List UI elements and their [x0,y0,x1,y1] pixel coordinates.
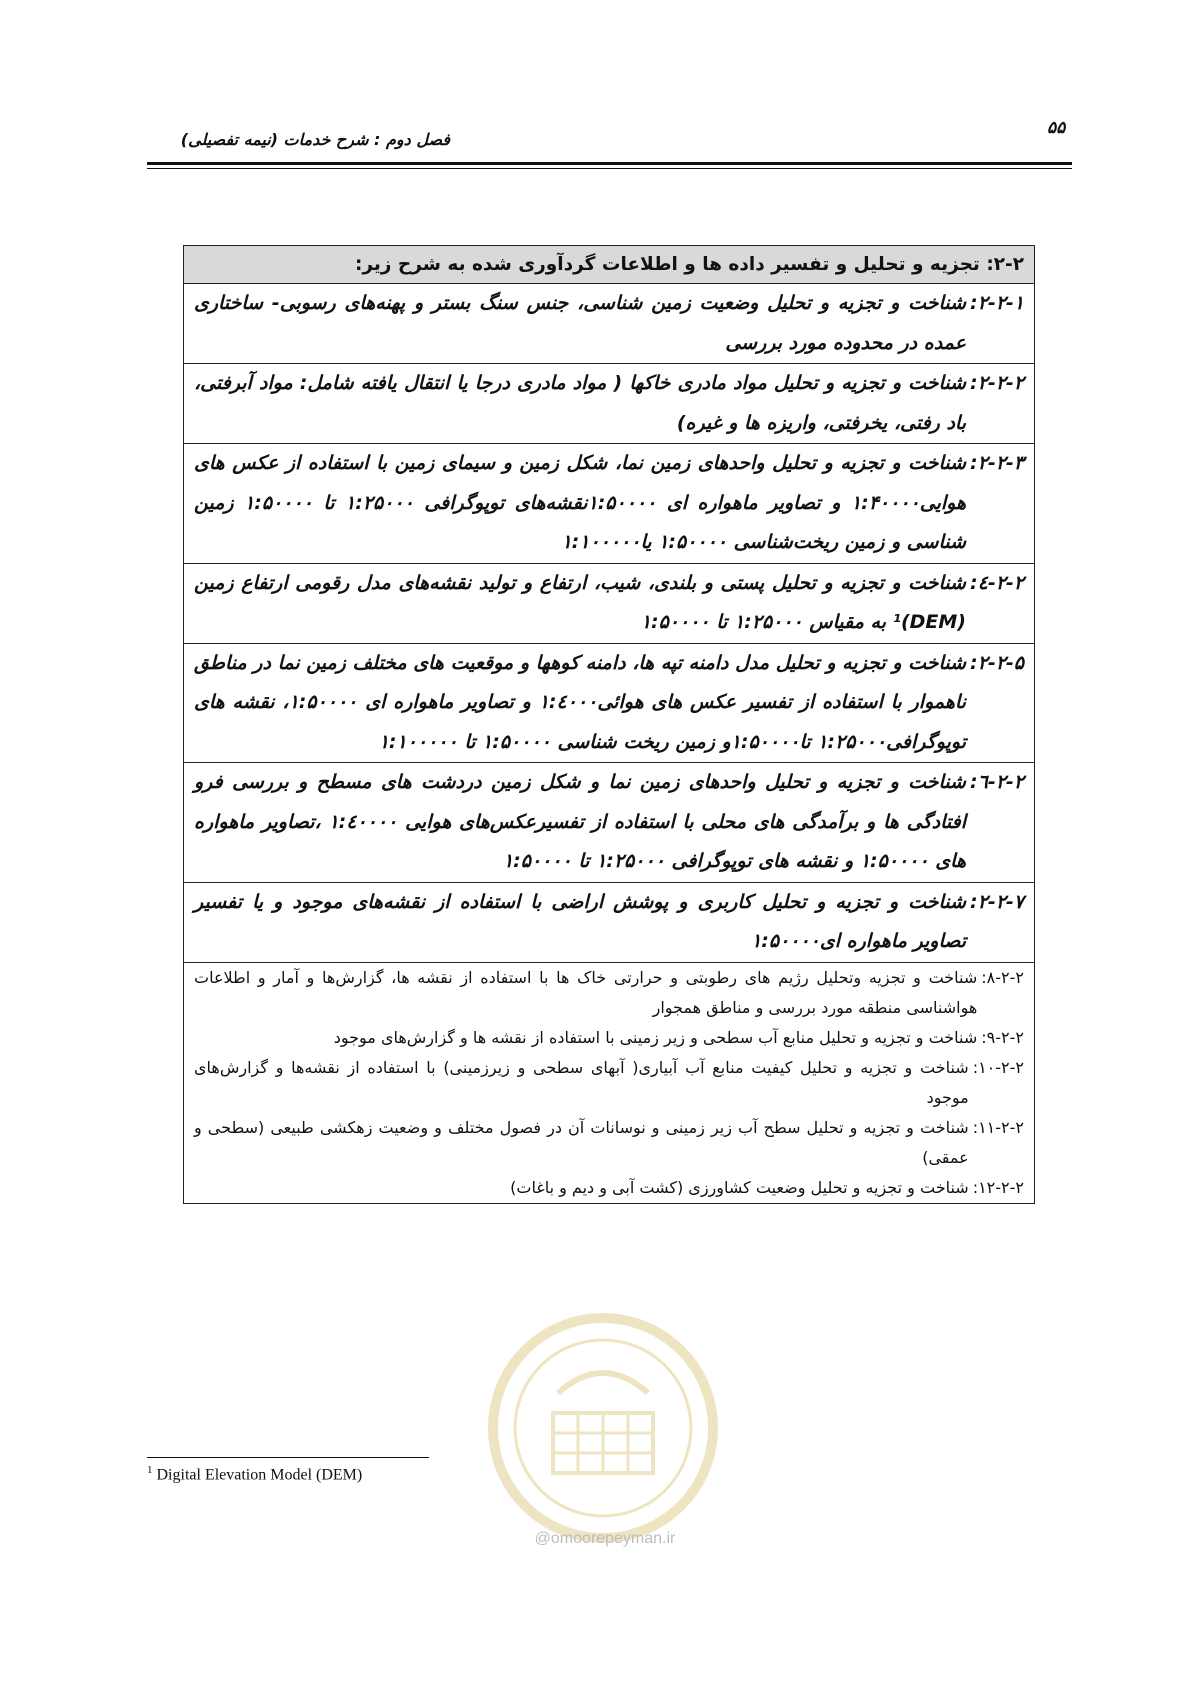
services-table [183,245,1035,1204]
item-text: شناخت و تجزیه و تحلیل منابع آب سطحی و زیر زمینی با استفاده از نقشه ها و گزارش‌های موجود [333,1027,978,1047]
footnote [147,1464,747,1484]
table-row [184,882,1035,962]
table-row [184,444,1035,564]
footnote-rule [147,1457,429,1458]
item-number: ۲-۲-۱: [970,292,1024,314]
header-rule [147,162,1072,169]
footnote-text: Digital Elevation Model (DEM) [156,1466,363,1484]
table-row [184,643,1035,763]
table-row [184,284,1035,364]
table-row [184,364,1035,444]
item-number: ۲-۲-۳: [970,452,1024,474]
item-text: شناخت و تجزیه و تحلیل مواد مادری خاکها ( مواد مادری درجا یا انتقال یافته شامل: مواد آبرفتی، باد رفتی، یخرفتی، واریزه ها و غیره) [194,372,966,434]
item-text: شناخت و تجزیه و تحلیل سطح آب زیر زمینی و نوسانات آن در فصول مختلف و وضعیت زهکشی طبیعی (سطحی و عمقی) [194,1117,969,1167]
item-number: ۲-۲-۷: [970,890,1024,913]
item-number: ۱۰-۲-۲: [972,1057,1024,1077]
item-text: شناخت و تجزیه و تحلیل پستی و بلندی، شیب، ارتفاع و تولید نقشه‌های مدل رقومی ارتفاع زمین (DEM)¹ به مقیاس ۱:۲۵۰۰۰ تا ۱:۵۰۰۰۰ [194,571,966,633]
footnote-marker: 1 [147,1464,153,1476]
table-row [184,763,1035,883]
item-number: ۲-۲-٤: [969,571,1024,594]
item-number: ۱۲-۲-۲: [972,1177,1024,1197]
chapter-title: فصل دوم : شرح خدمات (نیمه تفصیلی) [180,130,450,149]
item-text: شناخت و تجزیه و تحلیل وضعیت زمین شناسی، جنس سنگ بستر و پهنه‌های رسوبی- ساختاری عمده در محدوده مورد بررسی [194,292,966,354]
table-row [184,962,1035,1203]
page-number: ۵۵ [1047,118,1066,138]
item-text: شناخت و تجزیه و تحلیل وضعیت کشاورزی (کشت آبی و دیم و باغات) [510,1177,969,1197]
watermark-logo-icon [458,1303,748,1563]
table-row [184,563,1035,643]
item-number: ۲-۲-۲: [970,372,1024,394]
item-text: شناخت و تجزیه و تحلیل مدل دامنه تپه ها، دامنه کوهها و موقعیت های مختلف زمین نما در مناطق ناهموار با استفاده از تفسیر عکس های هوائی۱:٤۰۰۰ و تصاویر ماهواره ای ۱:۵۰۰۰۰، نقشه های توپوگرافی۱:۲۵۰۰۰ تا۱:۵۰۰۰۰و زمین ریخت شناسی ۱:۵۰۰۰۰ تا ۱:۱۰۰۰۰۰ [194,651,966,753]
item-text: شناخت و تجزیه و تحلیل واحدهای زمین نما، شکل زمین و سیمای زمین با استفاده از عکس های هوایی۱:۴۰۰۰۰ و تصاویر ماهواره ای ۱:۵۰۰۰۰نقشه‌های توپوگرافی ۱:۲۵۰۰۰ تا ۱:۵۰۰۰۰ زمین شناسی و زمین ریخت‌شناسی ۱:۵۰۰۰۰ یا۱:۱۰۰۰۰۰ [194,452,966,553]
item-number: ۹-۲-۲: [981,1027,1024,1047]
item-text: شناخت و تجزیه و تحلیل واحدهای زمین نما و شکل زمین دردشت های مسطح و بررسی فرو افتادگی ها و برآمدگی های محلی با استفاده از تفسیرعکس‌های هوایی ۱:٤۰۰۰۰ ،تصاویر ماهواره های ۱:۵۰۰۰۰ و نقشه های توپوگرافی ۱:۲۵۰۰۰ تا ۱:۵۰۰۰۰ [194,771,966,872]
item-text: شناخت و تجزیه و تحلیل کاربری و پوشش اراضی با استفاده از نقشه‌های موجود و یا تفسیر تصاویر ماهواره ای۱:۵۰۰۰۰ [194,890,966,952]
table-heading: ۲-۲: تجزیه و تحلیل و تفسیر داده ها و اطلاعات گردآوری شده به شرح زیر: [184,246,1035,284]
item-text: شناخت و تجزیه وتحلیل رژیم های رطوبتی و حرارتی خاک ها با استفاده از نقشه ها، گزارش‌ها و آمار و اطلاعات هواشناسی منطقه مورد بررسی و مناطق همجوار [194,967,978,1017]
item-number: ۲-۲-٦: [969,771,1024,793]
item-text: شناخت و تجزیه و تحلیل کیفیت منابع آب آبیاری( آبهای سطحی و زیرزمینی) با استفاده از نقشه‌ها و گزارش‌های موجود [194,1057,969,1107]
item-number: ۲-۲-۵: [970,651,1024,674]
watermark-text: @omoorepeyman.ir [534,1530,676,1547]
item-number: ۱۱-۲-۲: [972,1117,1024,1137]
item-number: ۸-۲-۲: [981,967,1024,987]
